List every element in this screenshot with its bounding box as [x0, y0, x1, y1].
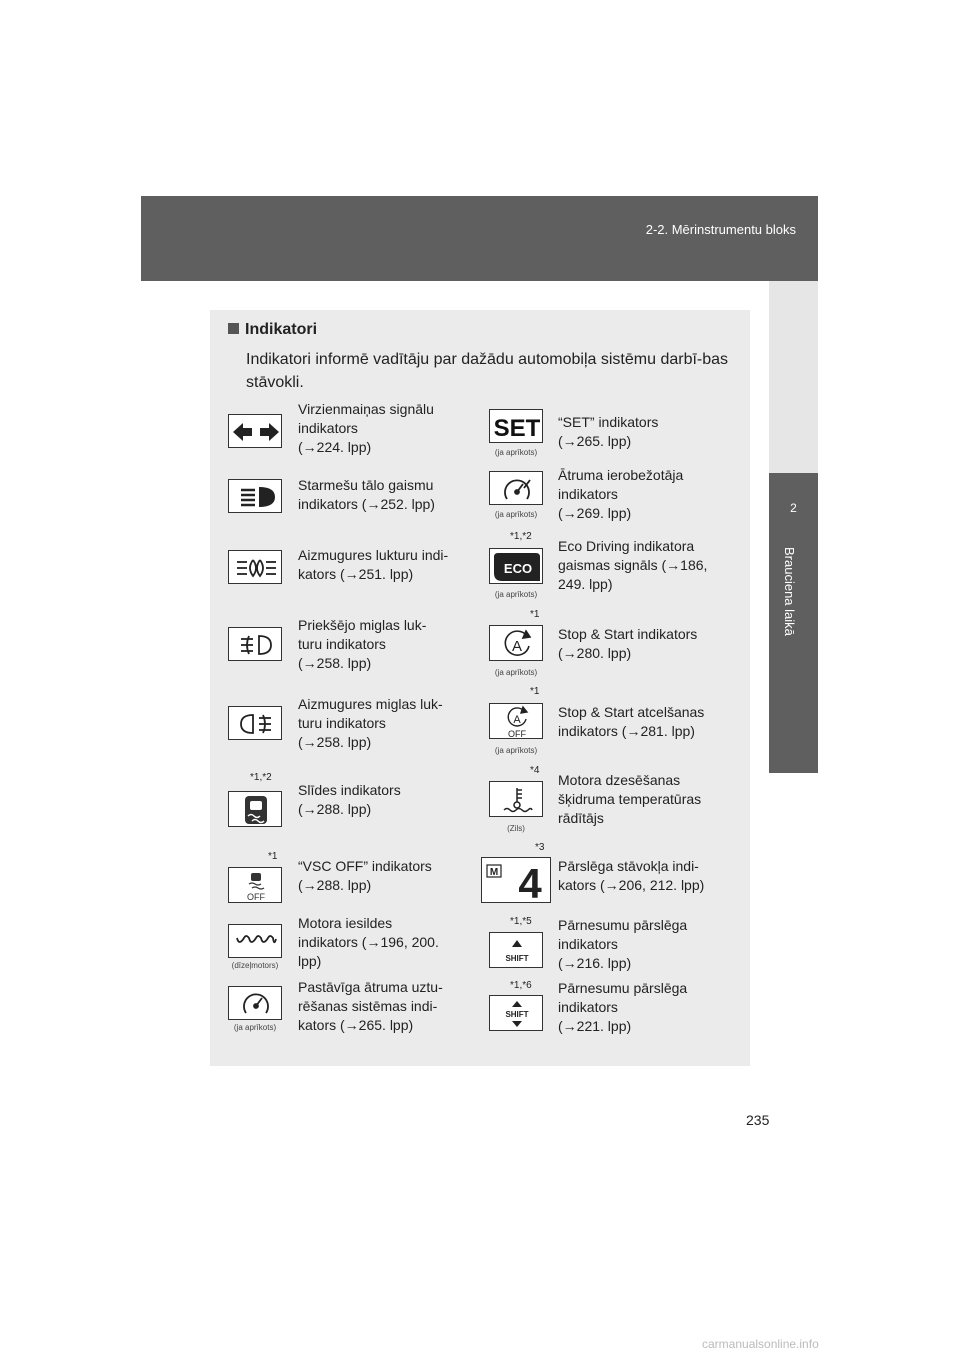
page-number: 235: [746, 1112, 770, 1128]
shift-updown-text: Pārnesumu pārslēga indikators (→221. lpp): [558, 980, 688, 1034]
high-beam-text: Starmešu tālo gaismu indikators (→252. lpp): [298, 477, 435, 512]
eco-icon: [489, 548, 543, 584]
footnote-mark: *1: [530, 686, 540, 697]
slip-icon: [228, 791, 282, 827]
shift-position-icon: [481, 857, 551, 903]
equipped-note: (ja aprīkots): [494, 590, 538, 599]
tail-light-icon: [228, 550, 282, 584]
indicators-panel: [210, 310, 750, 1066]
section-heading: Indikatori: [228, 321, 317, 339]
svg-text:SHIFT: SHIFT: [505, 954, 529, 963]
section-header: [141, 196, 818, 281]
svg-text:M: M: [489, 867, 499, 878]
svg-text:SHIFT: SHIFT: [505, 1010, 529, 1019]
footnote-mark: *3: [535, 842, 545, 853]
section-title: 2-2. Mērinstrumentu bloks: [645, 222, 796, 237]
chapter-number: 2: [790, 501, 797, 515]
svg-text:A: A: [513, 714, 521, 726]
cruise-control-icon: [228, 986, 282, 1020]
tail-light-text: Aizmugures lukturu indi- kators (→251. lpp): [298, 547, 449, 582]
stop-start-off-icon: [489, 703, 543, 739]
intro-text: Indikatori informē vadītāju par dažādu automobiļa sistēmu darbī-bas stāvokli.: [246, 351, 729, 391]
footnote-mark: *1,*5: [510, 916, 532, 927]
front-fog-icon: [228, 627, 282, 661]
side-tab: [769, 473, 818, 773]
stop-start-icon: [489, 625, 543, 661]
equipped-note: (ja aprīkots): [494, 510, 538, 519]
speed-limiter-text: Ātruma ierobežotāja indikators (→269. lpp): [558, 467, 684, 521]
blue-note: (Zils): [507, 824, 525, 833]
footnote-mark: *1,*2: [250, 772, 272, 783]
slip-text: Slīdes indikators (→288. lpp): [298, 782, 401, 817]
stop-start-off-text: Stop & Start atcelšanas indikators (→281. lpp): [558, 704, 705, 739]
rear-fog-text: Aizmugures miglas luk- turu indikators (→258. lpp): [298, 696, 443, 750]
svg-text:ECO: ECO: [503, 561, 533, 576]
watermark: carmanualsonline.info: [702, 1337, 819, 1351]
cruise-control-text: Pastāvīga ātruma uztu- rēšanas sistēmas indi- kators (→265. lpp): [298, 979, 443, 1033]
vsc-off-label: OFF: [247, 892, 265, 902]
coolant-temp-icon: [489, 781, 543, 817]
coolant-temp-text: Motora dzesēšanas šķidruma temperatūras rādītājs: [558, 772, 702, 826]
glow-plug-icon: [228, 924, 282, 958]
side-tab-top: [769, 281, 818, 473]
front-fog-text: Priekšējo miglas luk- turu indikators (→258. lpp): [298, 617, 427, 671]
equipped-note: (ja aprīkots): [494, 448, 538, 457]
diesel-note: (dīzeļmotors): [231, 961, 279, 970]
vsc-off-text: “VSC OFF” indikators (→288. lpp): [298, 858, 432, 893]
chapter-label: Brauciena laikā: [782, 547, 797, 636]
vsc-off-icon: [228, 867, 282, 903]
svg-text:OFF: OFF: [508, 729, 526, 739]
footnote-mark: *1: [268, 851, 278, 862]
set-icon: [489, 409, 543, 443]
footnote-mark: *1,*2: [510, 531, 532, 542]
shift-position-text: Pārslēga stāvokļa indi- kators (→206, 212. lpp): [558, 858, 705, 893]
svg-text:4: 4: [518, 860, 542, 904]
eco-text: Eco Driving indikatora gaismas signāls (→186, 249. lpp): [558, 538, 708, 592]
shift-updown-icon: [489, 995, 543, 1031]
shift-up-icon: [489, 932, 543, 968]
svg-text:SET: SET: [493, 415, 541, 442]
svg-text:A: A: [511, 638, 523, 655]
rear-fog-icon: [228, 706, 282, 740]
high-beam-icon: [228, 479, 282, 513]
turn-signal-icon: [228, 414, 282, 448]
equipped-note: (ja aprīkots): [494, 746, 538, 755]
turn-signal-text: Virzienmaiņas signālu indikators (→224. lpp): [298, 401, 434, 455]
footnote-mark: *1,*6: [510, 980, 532, 991]
equipped-note: (ja aprīkots): [233, 1023, 277, 1032]
stop-start-text: Stop & Start indikators (→280. lpp): [558, 626, 698, 661]
glow-plug-text: Motora iesildes indikators (→196, 200. lpp): [298, 915, 439, 969]
footnote-mark: *4: [530, 765, 540, 776]
set-text: “SET” indikators (→265. lpp): [558, 414, 659, 449]
equipped-note: (ja aprīkots): [494, 668, 538, 677]
speed-limiter-icon: [489, 471, 543, 505]
footnote-mark: *1: [530, 609, 540, 620]
shift-up-text: Pārnesumu pārslēga indikators (→216. lpp): [558, 917, 688, 971]
